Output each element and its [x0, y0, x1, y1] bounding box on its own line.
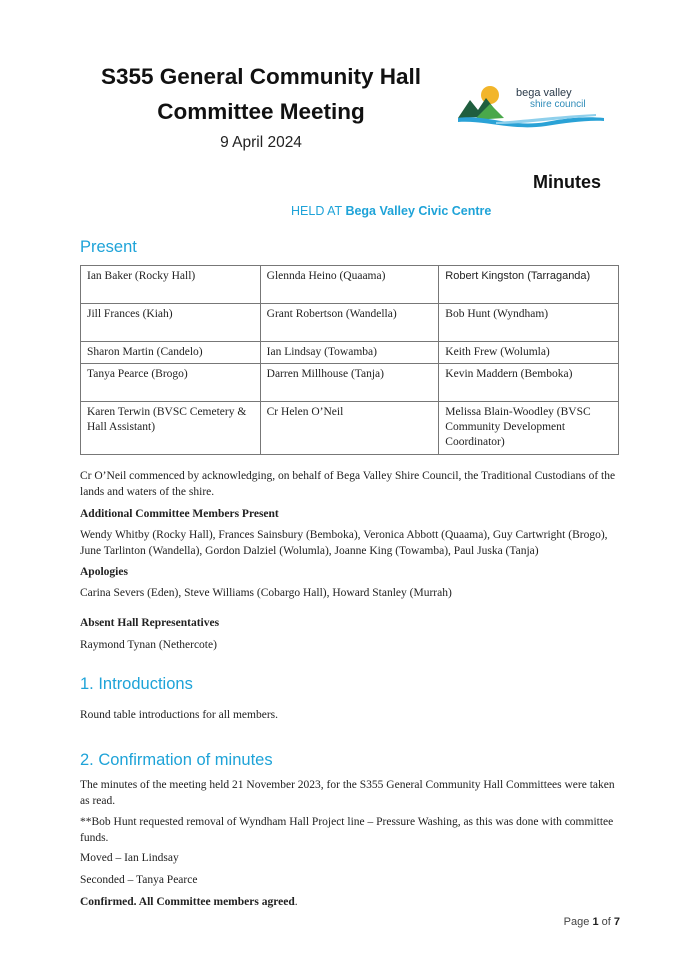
table-cell: Ian Baker (Rocky Hall) — [81, 266, 261, 304]
apologies-heading: Apologies — [80, 566, 128, 578]
confirmation-note: **Bob Hunt requested removal of Wyndham Hall Project line – Pressure Washing, as this was done with committee funds. — [80, 816, 614, 844]
logo-text-bega-valley: bega valley — [516, 87, 572, 99]
table-row — [81, 402, 619, 455]
table-cell: Kevin Maddern (Bemboka) — [439, 364, 619, 402]
table-row — [81, 342, 619, 364]
table-cell: Glennda Heino (Quaama) — [260, 266, 439, 304]
held-at-location: Bega Valley Civic Centre — [345, 204, 492, 218]
logo-text-shire-council: shire council — [530, 99, 586, 110]
confirmed-line — [80, 895, 620, 911]
additional-members-heading: Additional Committee Members Present — [80, 508, 279, 520]
meeting-date: 9 April 2024 — [220, 134, 302, 151]
table-cell: Sharon Martin (Candelo) — [81, 342, 261, 364]
table-row — [81, 304, 619, 342]
introductions-text: Round table introductions for all members. — [80, 709, 279, 721]
moved-line: Moved – Ian Lindsay — [80, 852, 179, 864]
page-of: of — [601, 916, 611, 928]
logo-sun-icon — [481, 86, 499, 104]
page-total: 7 — [613, 916, 620, 928]
table-cell: Bob Hunt (Wyndham) — [439, 304, 619, 342]
table-cell: Keith Frew (Wolumla) — [439, 342, 619, 364]
table-cell: Darren Millhouse (Tanja) — [260, 364, 439, 402]
page-number — [564, 916, 620, 928]
page-label: Page — [563, 916, 590, 928]
table-cell: Ian Lindsay (Towamba) — [260, 342, 439, 364]
table-cell: Robert Kingston (Tarraganda) — [439, 266, 619, 304]
meeting-title-line2: Committee Meeting — [157, 99, 365, 124]
held-at-prefix: HELD AT — [291, 204, 342, 218]
introductions-heading: 1. Introductions — [80, 675, 193, 693]
present-table — [80, 265, 619, 455]
confirmation-heading: 2. Confirmation of minutes — [80, 751, 273, 769]
held-at-line — [291, 204, 491, 218]
confirmed-period: . — [294, 896, 298, 908]
absent-text: Raymond Tynan (Nethercote) — [80, 639, 217, 651]
confirmation-text: The minutes of the meeting held 21 November 2023, for the S355 General Community Hall Committees were taken as read. — [80, 779, 615, 807]
table-cell: Melissa Blain-Woodley (BVSC Community Development Coordinator) — [439, 402, 619, 455]
table-cell: Cr Helen O’Neil — [260, 402, 439, 455]
table-cell: Karen Terwin (BVSC Cemetery & Hall Assistant) — [81, 402, 261, 455]
seconded-line: Seconded – Tanya Pearce — [80, 874, 198, 886]
present-heading: Present — [80, 238, 137, 256]
additional-members-text: Wendy Whitby (Rocky Hall), Frances Sainsbury (Bemboka), Veronica Abbott (Quaama), Guy Cartwright (Brogo), June Tarlinton (Wandella), Gordon Dalziel (Wolumla), Joanne King (Towamba), Paul Juska (Tanja) — [80, 529, 608, 557]
table-cell: Tanya Pearce (Brogo) — [81, 364, 261, 402]
table-row — [81, 266, 619, 304]
table-cell: Grant Robertson (Wandella) — [260, 304, 439, 342]
table-row — [81, 364, 619, 402]
confirmed-text: Confirmed. All Committee members agreed — [80, 896, 295, 908]
meeting-title-line1: S355 General Community Hall — [100, 64, 422, 89]
document-type-label: Minutes — [532, 172, 601, 192]
apologies-text: Carina Severs (Eden), Steve Williams (Cobargo Hall), Howard Stanley (Murrah) — [80, 587, 452, 599]
logo-water-wave — [458, 117, 604, 127]
page-current: 1 — [592, 916, 599, 928]
absent-heading: Absent Hall Representatives — [80, 617, 220, 629]
acknowledgement-paragraph: Cr O’Neil commenced by acknowledging, on behalf of Bega Valley Shire Council, the Traditional Custodians of the lands and waters of the shire. — [80, 470, 616, 498]
table-cell: Jill Frances (Kiah) — [81, 304, 261, 342]
